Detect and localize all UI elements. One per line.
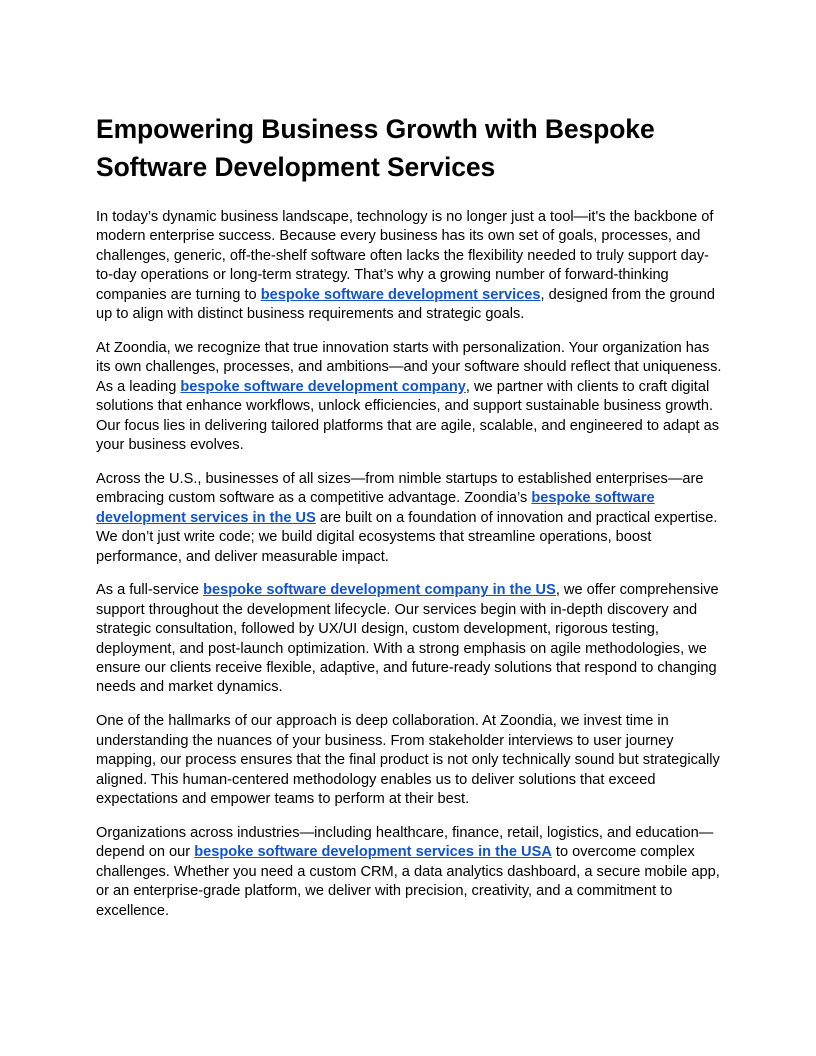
paragraph-text: , we offer comprehensive support throughout the development lifecycle. Our services begin with in-depth discovery and strategic consultation, followed by UX/UI design, custom development, rigorous testing, deployment, and post-launch optimization. With a strong emphasis on agile methodologies, we ensure our clients receive flexible, adaptive, and future-ready solutions that respond to changing needs and market dynamics. <box>96 582 719 696</box>
paragraph-text: In today’s dynamic business landscape, technology is no longer just a tool—it's the backbone of modern enterprise success. Because every business has its own set of goals, processes, and challenges, generic, off-the-shelf software often lacks the flexibility needed to truly support day-to-day operations or long-term strategy. That’s why a growing number of forward-thinking companies are turning to <box>96 209 714 303</box>
page-title: Empowering Business Growth with Bespoke Software Development Services <box>96 114 655 182</box>
inline-link[interactable]: bespoke software development services <box>260 286 541 303</box>
paragraph-text: Organizations across industries—including healthcare, finance, retail, logistics, and education—depend on our <box>96 824 714 861</box>
paragraph <box>96 824 722 921</box>
paragraph-text: , designed from the ground up to align with distinct business requirements and strategic goals. <box>96 286 715 323</box>
document-body <box>96 208 722 921</box>
paragraph-text: to overcome complex challenges. Whether you need a custom CRM, a data analytics dashboard, a secure mobile app, or an enterprise-grade platform, we deliver with precision, creativity, and a commitment to excellence. <box>96 844 720 919</box>
paragraph-text: , we partner with clients to craft digital solutions that enhance workflows, unlock efficiencies, and support sustainable business growth. Our focus lies in delivering tailored platforms that are agile, scalable, and engineered to adapt as your business evolves. <box>96 378 720 453</box>
inline-link[interactable]: bespoke software development company in the US <box>203 582 556 599</box>
inline-link[interactable]: bespoke software development company <box>180 378 466 395</box>
paragraph-text: As a full-service <box>96 582 204 599</box>
paragraph-text: At Zoondia, we recognize that true innovation starts with personalization. Your organization has its own challenges, processes, and ambitions—and your software should reflect that uniqueness. As a leading <box>96 339 722 395</box>
paragraph-text: One of the hallmarks of our approach is deep collaboration. At Zoondia, we invest time in understanding the nuances of your business. From stakeholder interviews to user journey mapping, our process ensures that the final product is not only technically sound but strategically aligned. This human-centered methodology enables us to deliver solutions that exceed expectations and empower teams to perform at their best. <box>96 713 720 807</box>
paragraph <box>96 470 722 567</box>
paragraph-text: Across the U.S., businesses of all sizes—from nimble startups to established enterprises—are embracing custom software as a competitive advantage. Zoondia’s <box>96 470 704 507</box>
document-page <box>96 110 722 935</box>
paragraph <box>96 339 722 455</box>
paragraph-text: are built on a foundation of innovation and practical expertise. We don’t just write code; we build digital ecosystems that streamline operations, boost performance, and deliver measurable impact. <box>96 509 718 565</box>
paragraph <box>96 712 722 809</box>
inline-link[interactable]: bespoke software development services in the USA <box>194 844 552 861</box>
paragraph <box>96 208 722 324</box>
inline-link[interactable]: bespoke software development services in the US <box>96 490 655 526</box>
paragraph <box>96 581 722 697</box>
